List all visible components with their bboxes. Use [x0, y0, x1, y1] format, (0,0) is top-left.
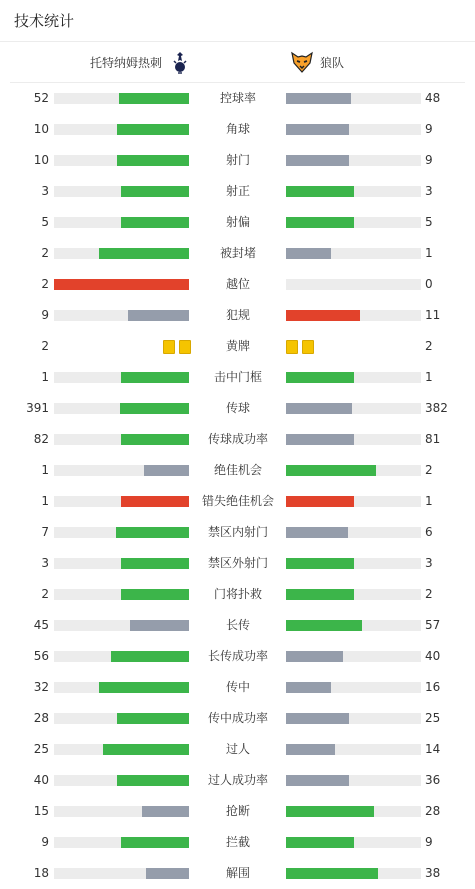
home-stat-value: 391	[26, 401, 49, 415]
home-stat-bar	[142, 806, 189, 817]
home-stat-value: 2	[41, 246, 49, 260]
away-stat-bar-track	[286, 434, 421, 445]
away-stat-bar-track	[286, 465, 421, 476]
away-stat-value: 5	[425, 215, 433, 229]
home-stat-bar-track	[54, 124, 189, 135]
home-stat-bar	[121, 217, 189, 228]
away-stat-bar-track	[286, 248, 421, 259]
away-stat-bar	[286, 434, 354, 445]
away-stat-bar	[286, 682, 331, 693]
stat-row	[0, 114, 475, 145]
home-stat-value: 10	[33, 122, 49, 136]
stat-row	[0, 765, 475, 796]
stat-row	[0, 858, 475, 889]
home-stat-bar-track	[54, 403, 189, 414]
away-stat-bar-track	[286, 372, 421, 383]
stat-row	[0, 424, 475, 455]
stat-label: 长传	[225, 618, 250, 632]
home-stat-value: 1	[41, 370, 49, 384]
yellow-card-icon	[302, 340, 314, 354]
away-stat-bar	[286, 651, 343, 662]
home-stat-value: 1	[41, 463, 49, 477]
stat-label: 门将扑救	[213, 587, 262, 601]
home-stat-bar	[120, 403, 189, 414]
stat-label: 传中	[225, 680, 250, 694]
spurs-crest-icon	[170, 49, 190, 75]
home-stat-bar	[117, 155, 189, 166]
stat-row	[0, 579, 475, 610]
away-stat-value: 28	[425, 804, 441, 818]
home-stat-value: 9	[41, 835, 49, 849]
stat-label: 绝佳机会	[213, 463, 262, 477]
stat-row	[0, 393, 475, 424]
stat-label: 射偏	[225, 215, 250, 229]
home-stat-bar-track	[54, 868, 189, 879]
away-stat-value: 2	[425, 463, 433, 477]
home-stat-value: 9	[41, 308, 49, 322]
away-stat-bar	[286, 620, 362, 631]
stat-label: 错失绝佳机会	[201, 494, 274, 508]
away-stat-value: 9	[425, 153, 433, 167]
stat-row	[0, 641, 475, 672]
away-stat-value: 57	[425, 618, 441, 632]
team-header	[10, 42, 465, 83]
yellow-card-icon	[163, 340, 175, 354]
away-stat-bar-track	[286, 651, 421, 662]
home-stat-value: 32	[33, 680, 49, 694]
stat-label: 传球成功率	[207, 432, 268, 446]
away-stat-value: 9	[425, 835, 433, 849]
away-stat-bar-track	[286, 496, 421, 507]
home-stat-bar	[117, 775, 189, 786]
home-stat-value: 5	[41, 215, 49, 229]
away-stat-value: 11	[425, 308, 441, 322]
stat-row	[0, 83, 475, 114]
stat-label: 击中门框	[213, 370, 262, 384]
stat-row	[0, 734, 475, 765]
away-stat-bar-track	[286, 775, 421, 786]
stats-header	[0, 0, 475, 42]
stat-row	[0, 238, 475, 269]
home-stat-bar	[121, 496, 189, 507]
away-stat-bar	[286, 93, 351, 104]
stat-row	[0, 672, 475, 703]
home-stat-bar	[119, 93, 189, 104]
home-stat-value: 25	[33, 742, 49, 756]
home-stat-bar	[117, 713, 189, 724]
away-stat-value: 9	[425, 122, 433, 136]
home-stat-bar	[99, 682, 189, 693]
home-stat-bar-track	[54, 558, 189, 569]
home-stat-bar-track	[54, 496, 189, 507]
home-team-name: 托特纳姆热刺	[90, 55, 163, 70]
home-stat-bar-track	[54, 775, 189, 786]
home-stat-bar	[121, 589, 189, 600]
away-stat-bar-track	[286, 682, 421, 693]
stat-label: 禁区内射门	[207, 525, 268, 539]
away-stat-bar-track	[286, 744, 421, 755]
home-stat-value: 3	[41, 556, 49, 570]
away-stat-bar-track	[286, 589, 421, 600]
away-stat-bar	[286, 372, 354, 383]
stat-label: 射门	[225, 153, 250, 167]
stat-label: 禁区外射门	[207, 556, 268, 570]
home-stat-value: 2	[41, 339, 49, 353]
away-stat-bar	[286, 806, 374, 817]
stat-row	[0, 331, 475, 362]
away-stat-bar-track	[286, 837, 421, 848]
away-stat-bar	[286, 124, 349, 135]
away-stat-bar-track	[286, 310, 421, 321]
stat-label: 长传成功率	[207, 649, 268, 663]
home-stat-value: 10	[33, 153, 49, 167]
away-stat-bar-track	[286, 279, 421, 290]
home-stat-bar-track	[54, 217, 189, 228]
home-stat-value: 52	[33, 91, 49, 105]
stat-row	[0, 486, 475, 517]
home-stat-bar-track	[54, 186, 189, 197]
stat-row	[0, 610, 475, 641]
home-stat-bar	[121, 186, 189, 197]
away-stat-value: 36	[425, 773, 441, 787]
stat-label: 越位	[225, 277, 250, 291]
away-stat-bar	[286, 310, 360, 321]
stat-label: 射正	[225, 184, 250, 198]
home-stat-bar-track	[54, 620, 189, 631]
away-stat-value: 48	[425, 91, 441, 105]
away-stat-bar	[286, 403, 352, 414]
stat-label: 过人	[225, 742, 250, 756]
stat-row	[0, 176, 475, 207]
away-stat-value: 16	[425, 680, 441, 694]
away-stat-bar	[286, 775, 349, 786]
away-stat-bar	[286, 155, 349, 166]
away-stat-value: 382	[425, 401, 448, 415]
home-stat-bar	[116, 527, 189, 538]
home-team[interactable]	[90, 42, 190, 82]
away-stat-bar	[286, 217, 354, 228]
away-stat-bar	[286, 868, 378, 879]
home-stat-bar-track	[54, 155, 189, 166]
stat-row	[0, 362, 475, 393]
stat-label: 过人成功率	[207, 773, 268, 787]
away-stat-bar	[286, 558, 354, 569]
stat-label: 控球率	[219, 91, 256, 105]
home-stat-bar-track	[54, 527, 189, 538]
away-stat-bar-track	[286, 620, 421, 631]
yellow-card-icon	[286, 340, 298, 354]
away-stat-bar-track	[286, 217, 421, 228]
away-yellow-cards	[286, 340, 314, 353]
page-title: 技术统计	[14, 12, 75, 30]
away-stat-bar-track	[286, 155, 421, 166]
stat-row	[0, 796, 475, 827]
away-stat-bar	[286, 186, 354, 197]
away-stat-bar-track	[286, 558, 421, 569]
home-stat-bar-track	[54, 372, 189, 383]
home-stat-bar	[121, 558, 189, 569]
away-stat-bar-track	[286, 868, 421, 879]
stat-label: 黄牌	[225, 339, 250, 353]
away-stat-value: 3	[425, 556, 433, 570]
away-stat-value: 40	[425, 649, 441, 663]
home-stat-value: 40	[33, 773, 49, 787]
stat-label: 传中成功率	[207, 711, 268, 725]
stat-label: 犯规	[225, 308, 250, 322]
away-stat-value: 25	[425, 711, 441, 725]
home-stat-bar-track	[54, 465, 189, 476]
home-stat-value: 2	[41, 277, 49, 291]
home-stat-bar	[54, 279, 189, 290]
away-stat-bar-track	[286, 186, 421, 197]
home-stat-bar-track	[54, 248, 189, 259]
yellow-card-icon	[179, 340, 191, 354]
home-stat-bar-track	[54, 837, 189, 848]
home-stat-value: 82	[33, 432, 49, 446]
home-stat-value: 28	[33, 711, 49, 725]
home-stat-value: 1	[41, 494, 49, 508]
away-stat-value: 81	[425, 432, 441, 446]
home-stat-value: 45	[33, 618, 49, 632]
home-stat-value: 3	[41, 184, 49, 198]
home-stat-bar-track	[54, 713, 189, 724]
away-stat-value: 0	[425, 277, 433, 291]
stats-list	[0, 83, 475, 889]
away-stat-bar	[286, 248, 331, 259]
home-stat-bar-track	[54, 682, 189, 693]
stat-row	[0, 548, 475, 579]
home-stat-value: 2	[41, 587, 49, 601]
away-stat-bar	[286, 589, 354, 600]
home-stat-value: 56	[33, 649, 49, 663]
home-stat-bar	[121, 434, 189, 445]
stat-label: 被封堵	[219, 246, 256, 260]
away-stat-value: 6	[425, 525, 433, 539]
home-stat-bar	[146, 868, 189, 879]
home-stat-bar-track	[54, 651, 189, 662]
stat-row	[0, 827, 475, 858]
stat-label: 角球	[225, 122, 250, 136]
away-stat-bar-track	[286, 806, 421, 817]
home-stat-value: 7	[41, 525, 49, 539]
home-stat-bar	[121, 837, 189, 848]
home-stat-bar-track	[54, 310, 189, 321]
stat-row	[0, 455, 475, 486]
home-stat-bar-track	[54, 589, 189, 600]
home-stat-bar	[117, 124, 189, 135]
away-stat-value: 2	[425, 339, 433, 353]
away-stat-bar	[286, 744, 335, 755]
away-team-name: 狼队	[320, 55, 345, 70]
home-stat-bar	[103, 744, 189, 755]
home-stat-value: 18	[33, 866, 49, 880]
stat-label: 解围	[225, 866, 250, 880]
away-stat-value: 38	[425, 866, 441, 880]
home-stat-bar-track	[54, 744, 189, 755]
home-stat-bar	[121, 372, 189, 383]
home-stat-bar	[144, 465, 189, 476]
wolves-crest-icon	[290, 50, 314, 74]
away-stat-bar-track	[286, 527, 421, 538]
home-stat-bar-track	[54, 279, 189, 290]
home-yellow-cards	[163, 340, 191, 353]
stat-row	[0, 269, 475, 300]
away-stat-bar-track	[286, 124, 421, 135]
away-stat-bar	[286, 527, 348, 538]
home-stat-bar	[99, 248, 189, 259]
home-stat-bar-track	[54, 806, 189, 817]
away-team[interactable]	[290, 42, 344, 82]
away-stat-bar-track	[286, 403, 421, 414]
away-stat-value: 1	[425, 246, 433, 260]
away-stat-value: 1	[425, 494, 433, 508]
away-stat-bar	[286, 465, 376, 476]
home-stat-bar	[130, 620, 189, 631]
stat-label: 抢断	[225, 804, 250, 818]
away-stat-bar	[286, 713, 349, 724]
home-stat-bar	[111, 651, 189, 662]
away-stat-bar	[286, 837, 354, 848]
home-stat-bar-track	[54, 93, 189, 104]
away-stat-value: 1	[425, 370, 433, 384]
away-stat-bar-track	[286, 713, 421, 724]
away-stat-value: 2	[425, 587, 433, 601]
away-stat-value: 3	[425, 184, 433, 198]
home-stat-bar-track	[54, 434, 189, 445]
home-stat-value: 15	[33, 804, 49, 818]
home-stat-bar	[128, 310, 189, 321]
stat-label: 拦截	[225, 835, 250, 849]
stat-row	[0, 145, 475, 176]
away-stat-bar-track	[286, 93, 421, 104]
stat-label: 传球	[225, 401, 250, 415]
away-stat-bar	[286, 496, 354, 507]
stat-row	[0, 517, 475, 548]
stat-row	[0, 207, 475, 238]
away-stat-value: 14	[425, 742, 441, 756]
stat-row	[0, 703, 475, 734]
stat-row	[0, 300, 475, 331]
